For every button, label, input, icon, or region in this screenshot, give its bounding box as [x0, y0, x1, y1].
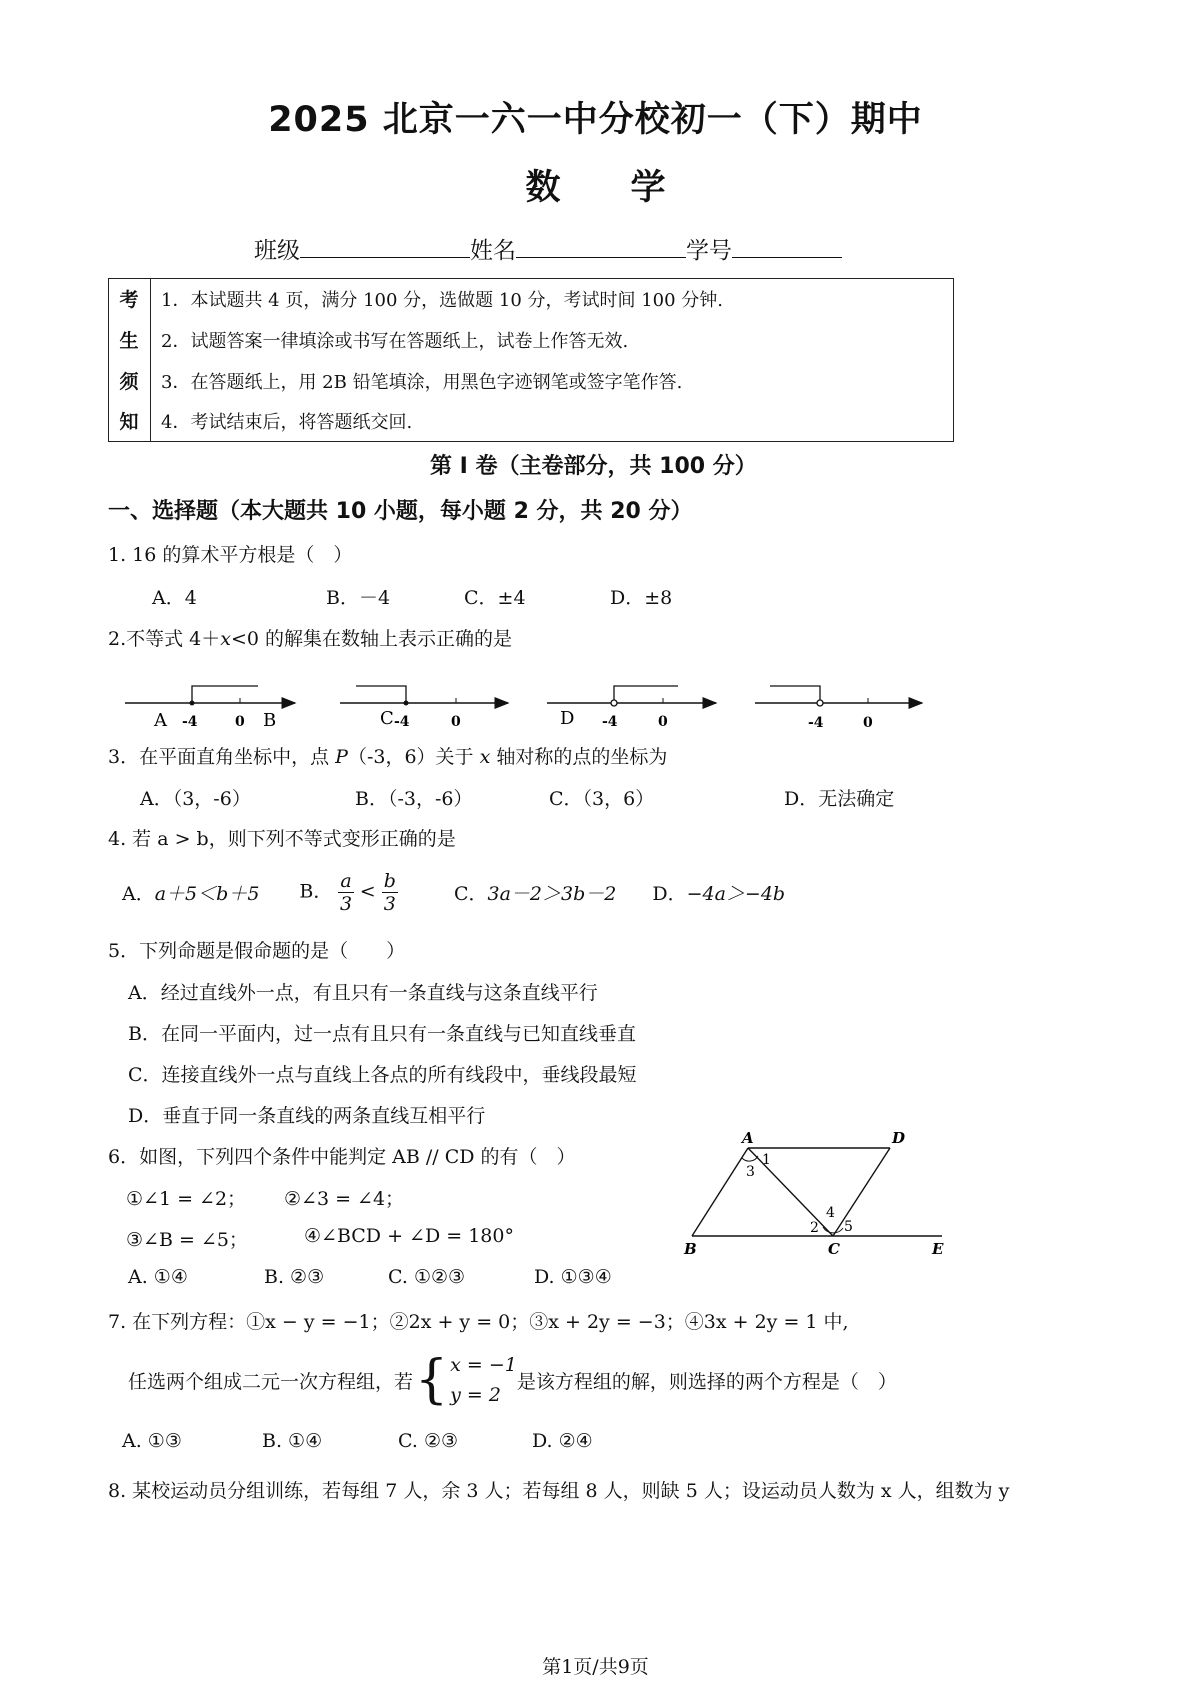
q2-letter: C [380, 708, 394, 729]
q4-b-den-b: 3 [383, 893, 396, 915]
subject-title: 数 学 [525, 168, 666, 208]
q6-condition: ④∠BCD + ∠D = 180° [304, 1225, 514, 1247]
q2-option-d-line[interactable] [547, 686, 716, 730]
q6-option-d[interactable]: D. ①③④ [534, 1266, 612, 1288]
notice-side-char: 须 [119, 371, 139, 393]
q6-option-a[interactable]: A. ①④ [128, 1266, 188, 1288]
q2-tick: 0 [863, 715, 873, 731]
q4-b-frac-b [382, 870, 398, 915]
fig-label: B [684, 1240, 697, 1258]
q4-option-c[interactable] [454, 879, 616, 906]
q2-tick: -4 [602, 714, 618, 730]
id-label: 学号 [686, 238, 732, 264]
q1-option-c[interactable]: C．±4 [464, 587, 526, 609]
q7-option-c[interactable]: C. ②③ [398, 1430, 459, 1452]
q4-b-den-a: 3 [340, 893, 353, 915]
q7-system [450, 1350, 517, 1410]
fig-angle: 3 [746, 1164, 755, 1180]
q4-option-a[interactable] [122, 879, 259, 906]
name-blank[interactable] [516, 239, 686, 258]
class-blank[interactable] [300, 239, 470, 258]
notice-item: 1．本试题共 4 页，满分 100 分，选做题 10 分，考试时间 100 分钟. [161, 290, 724, 311]
fig-label: D [892, 1129, 906, 1147]
q3-option-c[interactable]: C．（3，6） [549, 788, 655, 810]
student-info-fields [254, 232, 842, 265]
q3-stem-mid: （-3，6）关于 [347, 746, 474, 768]
q2-letter: A [154, 710, 167, 731]
q5-option-a[interactable]: A．经过直线外一点，有且只有一条直线与这条直线平行 [128, 982, 598, 1004]
fig-angle: 4 [826, 1205, 835, 1221]
notice-side-char: 生 [119, 330, 139, 352]
q2-option-c-line[interactable] [340, 686, 508, 730]
fig-angle: 1 [762, 1152, 771, 1168]
q1-option-b[interactable]: B．－4 [326, 587, 391, 609]
q7-sys-bottom: y = 2 [450, 1384, 501, 1406]
page-footer: 第1页/共9页 [542, 1656, 649, 1678]
class-label: 班级 [254, 238, 300, 264]
q5-option-c[interactable]: C．连接直线外一点与直线上各点的所有线段中，垂线段最短 [128, 1064, 637, 1086]
q7-brace: { [415, 1350, 449, 1410]
question-1-stem: 1. 16 的算术平方根是（ ） [108, 544, 353, 566]
q4-options [122, 870, 785, 915]
fig-angle: 5 [844, 1219, 853, 1235]
notice-side-char: 考 [119, 289, 139, 311]
question-7-line2 [128, 1350, 897, 1410]
q2-tick: -4 [394, 714, 410, 730]
q4-b-num-b: b [383, 870, 396, 892]
q6-option-c[interactable]: C. ①②③ [388, 1266, 466, 1288]
q4-option-b[interactable] [299, 870, 398, 915]
fig-angle: 2 [810, 1220, 819, 1236]
q4-b-lt: < [359, 880, 376, 903]
question-3-stem [108, 742, 667, 769]
q6-condition: ②∠3 = ∠4； [284, 1188, 405, 1210]
notice-side-label [109, 279, 151, 441]
q4-b-label: B． [299, 880, 333, 903]
q3-option-d[interactable]: D．无法确定 [784, 788, 895, 810]
q2-letter: D [560, 708, 575, 729]
question-4-stem: 4. 若 a > b，则下列不等式变形正确的是 [108, 828, 456, 850]
q4-d-label: D． [652, 883, 687, 905]
q4-option-d[interactable] [652, 879, 785, 906]
q2-stem-var: x [220, 628, 231, 650]
notice-item: 4．考试结束后，将答题纸交回. [161, 412, 413, 433]
fig-label: A [742, 1129, 754, 1147]
name-label: 姓名 [470, 238, 516, 264]
q4-d-expr: −4a＞−4b [686, 883, 786, 905]
id-blank[interactable] [732, 239, 842, 258]
q2-tick: -4 [182, 714, 198, 730]
q7-line2-suffix: 是该方程组的解，则选择的两个方程是（ ） [516, 1370, 897, 1393]
section-heading: 一、选择题（本大题共 10 小题，每小题 2 分，共 20 分） [108, 499, 693, 524]
q2-stem-prefix: 2.不等式 4＋ [108, 628, 221, 650]
q6-geometry-figure [680, 1128, 960, 1258]
q4-c-expr: 3a－2＞3b－2 [487, 883, 617, 905]
fig-label: C [828, 1240, 840, 1258]
question-2-stem [108, 624, 512, 651]
q4-a-label: A． [122, 883, 155, 905]
q2-tick: 0 [235, 714, 245, 730]
notice-item: 2．试题答案一律填涂或书写在答题纸上，试卷上作答无效. [161, 331, 629, 352]
notice-side-char: 知 [119, 411, 139, 433]
q4-a-expr: a＋5＜b＋5 [154, 883, 260, 905]
q6-condition: ③∠B = ∠5； [126, 1229, 248, 1251]
q7-option-d[interactable]: D. ②④ [532, 1430, 593, 1452]
exam-title: 2025 北京一六一中分校初一（下）期中 [268, 100, 923, 140]
exam-notice-box [108, 278, 954, 442]
fig-label: E [932, 1240, 944, 1258]
q1-option-d[interactable]: D．±8 [610, 587, 673, 609]
part-heading: 第 I 卷（主卷部分，共 100 分） [430, 454, 757, 479]
q1-option-a[interactable]: A．4 [152, 587, 197, 609]
q5-option-d[interactable]: D．垂直于同一条直线的两条直线互相平行 [128, 1105, 486, 1127]
q7-option-b[interactable]: B. ①④ [262, 1430, 323, 1452]
question-6-stem: 6．如图，下列四个条件中能判定 AB // CD 的有（ ） [108, 1146, 576, 1168]
q3-stem-prefix: 3．在平面直角坐标中，点 [108, 746, 330, 768]
q3-point: P [335, 746, 348, 768]
q3-option-b[interactable]: B．（-3，-6） [355, 788, 473, 810]
question-8-stem: 8. 某校运动员分组训练，若每组 7 人，余 3 人；若每组 8 人，则缺 5 人；设运动员人数为 x 人，组数为 y [108, 1480, 1010, 1502]
q7-option-a[interactable]: A. ①③ [122, 1430, 182, 1452]
q7-sys-top: x = −1 [450, 1354, 517, 1376]
question-5-stem: 5．下列命题是假命题的是（ ） [108, 940, 406, 962]
q4-c-label: C． [453, 883, 488, 905]
q5-option-b[interactable]: B．在同一平面内，过一点有且只有一条直线与已知直线垂直 [128, 1023, 636, 1045]
q2-option-a-line[interactable] [125, 686, 295, 731]
q2-tick: 0 [658, 714, 668, 730]
q3-axis: x [479, 746, 491, 768]
q2-letter: B [263, 710, 277, 731]
q7-line2-prefix: 任选两个组成二元一次方程组，若 [128, 1370, 414, 1393]
notice-item: 3．在答题纸上，用 2B 铅笔填涂，用黑色字迹钢笔或签字笔作答. [161, 372, 683, 393]
q2-stem-suffix: <0 的解集在数轴上表示正确的是 [230, 628, 513, 650]
question-7-stem: 7. 在下列方程：①x − y = −1；②2x + y = 0；③x + 2y = −3；④3x + 2y = 1 中, [108, 1311, 849, 1333]
q4-b-num-a: a [340, 870, 352, 892]
q3-option-a[interactable]: A．（3，-6） [140, 788, 251, 810]
q3-stem-suffix: 轴对称的点的坐标为 [496, 746, 668, 768]
q6-option-b[interactable]: B. ②③ [264, 1266, 325, 1288]
q2-tick: -4 [808, 715, 824, 731]
q6-condition: ①∠1 = ∠2； [126, 1188, 247, 1210]
q4-b-frac-a [338, 870, 353, 915]
q2-tick: 0 [451, 714, 461, 730]
q2-option-last-line[interactable] [755, 686, 922, 731]
q2-number-lines [110, 676, 930, 732]
